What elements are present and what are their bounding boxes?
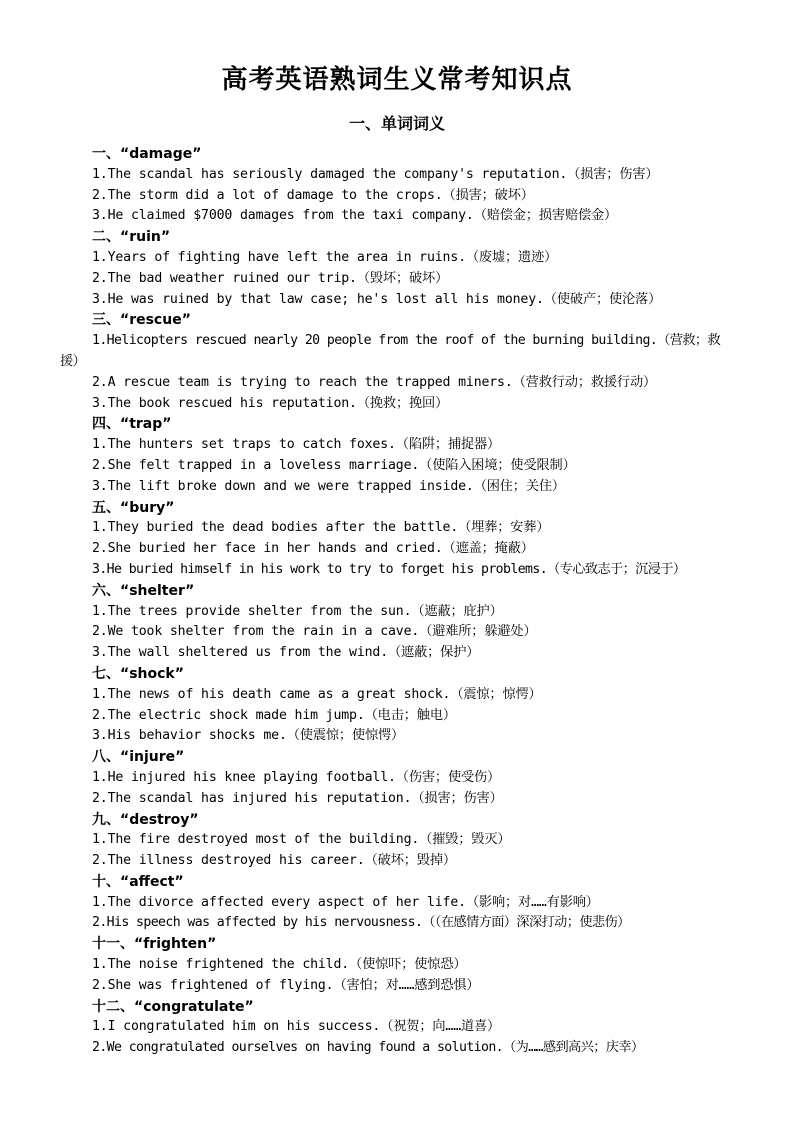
- example-sentence: 1.The hunters set traps to catch foxes.（陷阱；捕捉器）: [92, 437, 501, 453]
- entry-frighten: [60, 934, 738, 996]
- example-sentence: 1.They buried the dead bodies after the battle.（埋葬；安葬）: [92, 520, 550, 536]
- example-sentence: 1.He injured his knee playing football.（伤害；使受伤）: [92, 769, 501, 785]
- entry-heading: 三、“rescue”: [92, 312, 191, 329]
- entry-shock: [60, 664, 738, 747]
- example-sentence: 1.The fire destroyed most of the building.（摧毁；毁灭）: [92, 832, 511, 848]
- example-sentence: 1.The noise frightened the child.（使惊吓；使惊恐）: [92, 957, 467, 973]
- example-sentence: 2.She felt trapped in a loveless marriage.（使陷入困境；使受限制）: [92, 457, 576, 473]
- example-sentence: 3.The lift broke down and we were trapped inside.（困住；关住）: [92, 478, 565, 494]
- entry-affect: [60, 872, 738, 934]
- example-sentence: 3.His behavior shocks me.（使震惊；使惊愕）: [92, 728, 405, 744]
- example-sentence: 2.She buried her face in her hands and cried.（遮盖；掩蔽）: [92, 541, 534, 557]
- example-sentence: 2.The scandal has injured his reputation.（损害；伤害）: [92, 790, 503, 806]
- entry-congratulate: [60, 997, 738, 1059]
- entry-shelter: [60, 581, 738, 664]
- example-sentence: 1.I congratulated him on his success.（祝贺；向……道喜）: [92, 1019, 501, 1035]
- example-sentence: 2.We took shelter from the rain in a cave.（避难所；躲避处）: [92, 624, 537, 640]
- example-sentence: 2.The storm did a lot of damage to the crops.（损害；破坏）: [92, 187, 534, 203]
- entry-rescue: [60, 310, 738, 414]
- example-sentence: 2.The illness destroyed his career.（破坏；毁掉）: [92, 853, 456, 869]
- example-sentence: 2.We congratulated ourselves on having found a solution.（为……感到高兴；庆幸）: [92, 1040, 644, 1056]
- entry-heading: 一、“damage”: [92, 146, 202, 162]
- example-sentence: 3.He was ruined by that law case; he's lost all his money.（使破产；使沦落）: [92, 291, 662, 307]
- document-title: 高考英语熟词生义常考知识点: [221, 65, 573, 95]
- example-sentence: 3.He claimed $7000 damages from the taxi company.（赔偿金；损害赔偿金）: [92, 208, 618, 224]
- example-sentence: 1.The scandal has seriously damaged the company's reputation.（损害；伤害）: [92, 166, 659, 182]
- entry-heading: 十二、“congratulate”: [92, 998, 254, 1015]
- entry-heading: 十、“affect”: [92, 873, 184, 890]
- example-sentence: 2.She was frightened of flying.（害怕；对……感到恐惧）: [92, 977, 480, 993]
- entry-damage: [60, 144, 738, 227]
- entry-injure: [60, 747, 738, 809]
- example-sentence: 2.The bad weather ruined our trip.（毁坏；破坏）: [92, 270, 449, 286]
- example-sentence: 2.A rescue team is trying to reach the trapped miners.（营救行动；救援行动）: [92, 374, 657, 390]
- example-sentence: 1.The news of his death came as a great shock.（震惊；惊愕）: [92, 686, 542, 702]
- entry-heading: 六、“shelter”: [92, 582, 195, 599]
- example-sentence: 3.He buried himself in his work to try to forget his problems.（专心致志于；沉浸于）: [92, 561, 686, 577]
- entry-bury: [60, 498, 738, 581]
- example-sentence: 1.The divorce affected every aspect of her life.（影响；对……有影响）: [92, 894, 599, 910]
- entry-list: [60, 144, 738, 1059]
- entry-heading: 四、“trap”: [92, 416, 172, 433]
- example-sentence: 1.Helicopters rescued nearly 20 people from the roof of the burning building.（营救；救援）: [60, 333, 721, 369]
- entry-trap: [60, 414, 738, 497]
- entry-heading: 八、“injure”: [92, 749, 185, 766]
- example-sentence: 2.His speech was affected by his nervousness.（（在感情方面）深深打动；使悲伤）: [92, 915, 630, 931]
- entry-heading: 二、“ruin”: [92, 229, 171, 246]
- entry-destroy: [60, 810, 738, 872]
- example-sentence: 1.The trees provide shelter from the sun.（遮蔽；庇护）: [92, 603, 503, 619]
- entry-heading: 十一、“frighten”: [92, 936, 217, 953]
- entry-heading: 九、“destroy”: [92, 811, 199, 828]
- entry-ruin: [60, 227, 738, 310]
- entry-heading: 七、“shock”: [92, 665, 184, 682]
- example-sentence: 1.Years of fighting have left the area in ruins.（废墟；遗迹）: [92, 249, 558, 265]
- example-sentence: 3.The wall sheltered us from the wind.（遮蔽；保护）: [92, 645, 480, 661]
- section-title: 一、单词词义: [348, 114, 445, 133]
- entry-heading: 五、“bury”: [92, 499, 175, 516]
- example-sentence: 2.The electric shock made him jump.（电击；触电）: [92, 707, 456, 723]
- example-sentence: 3.The book rescued his reputation.（挽救；挽回）: [92, 395, 449, 411]
